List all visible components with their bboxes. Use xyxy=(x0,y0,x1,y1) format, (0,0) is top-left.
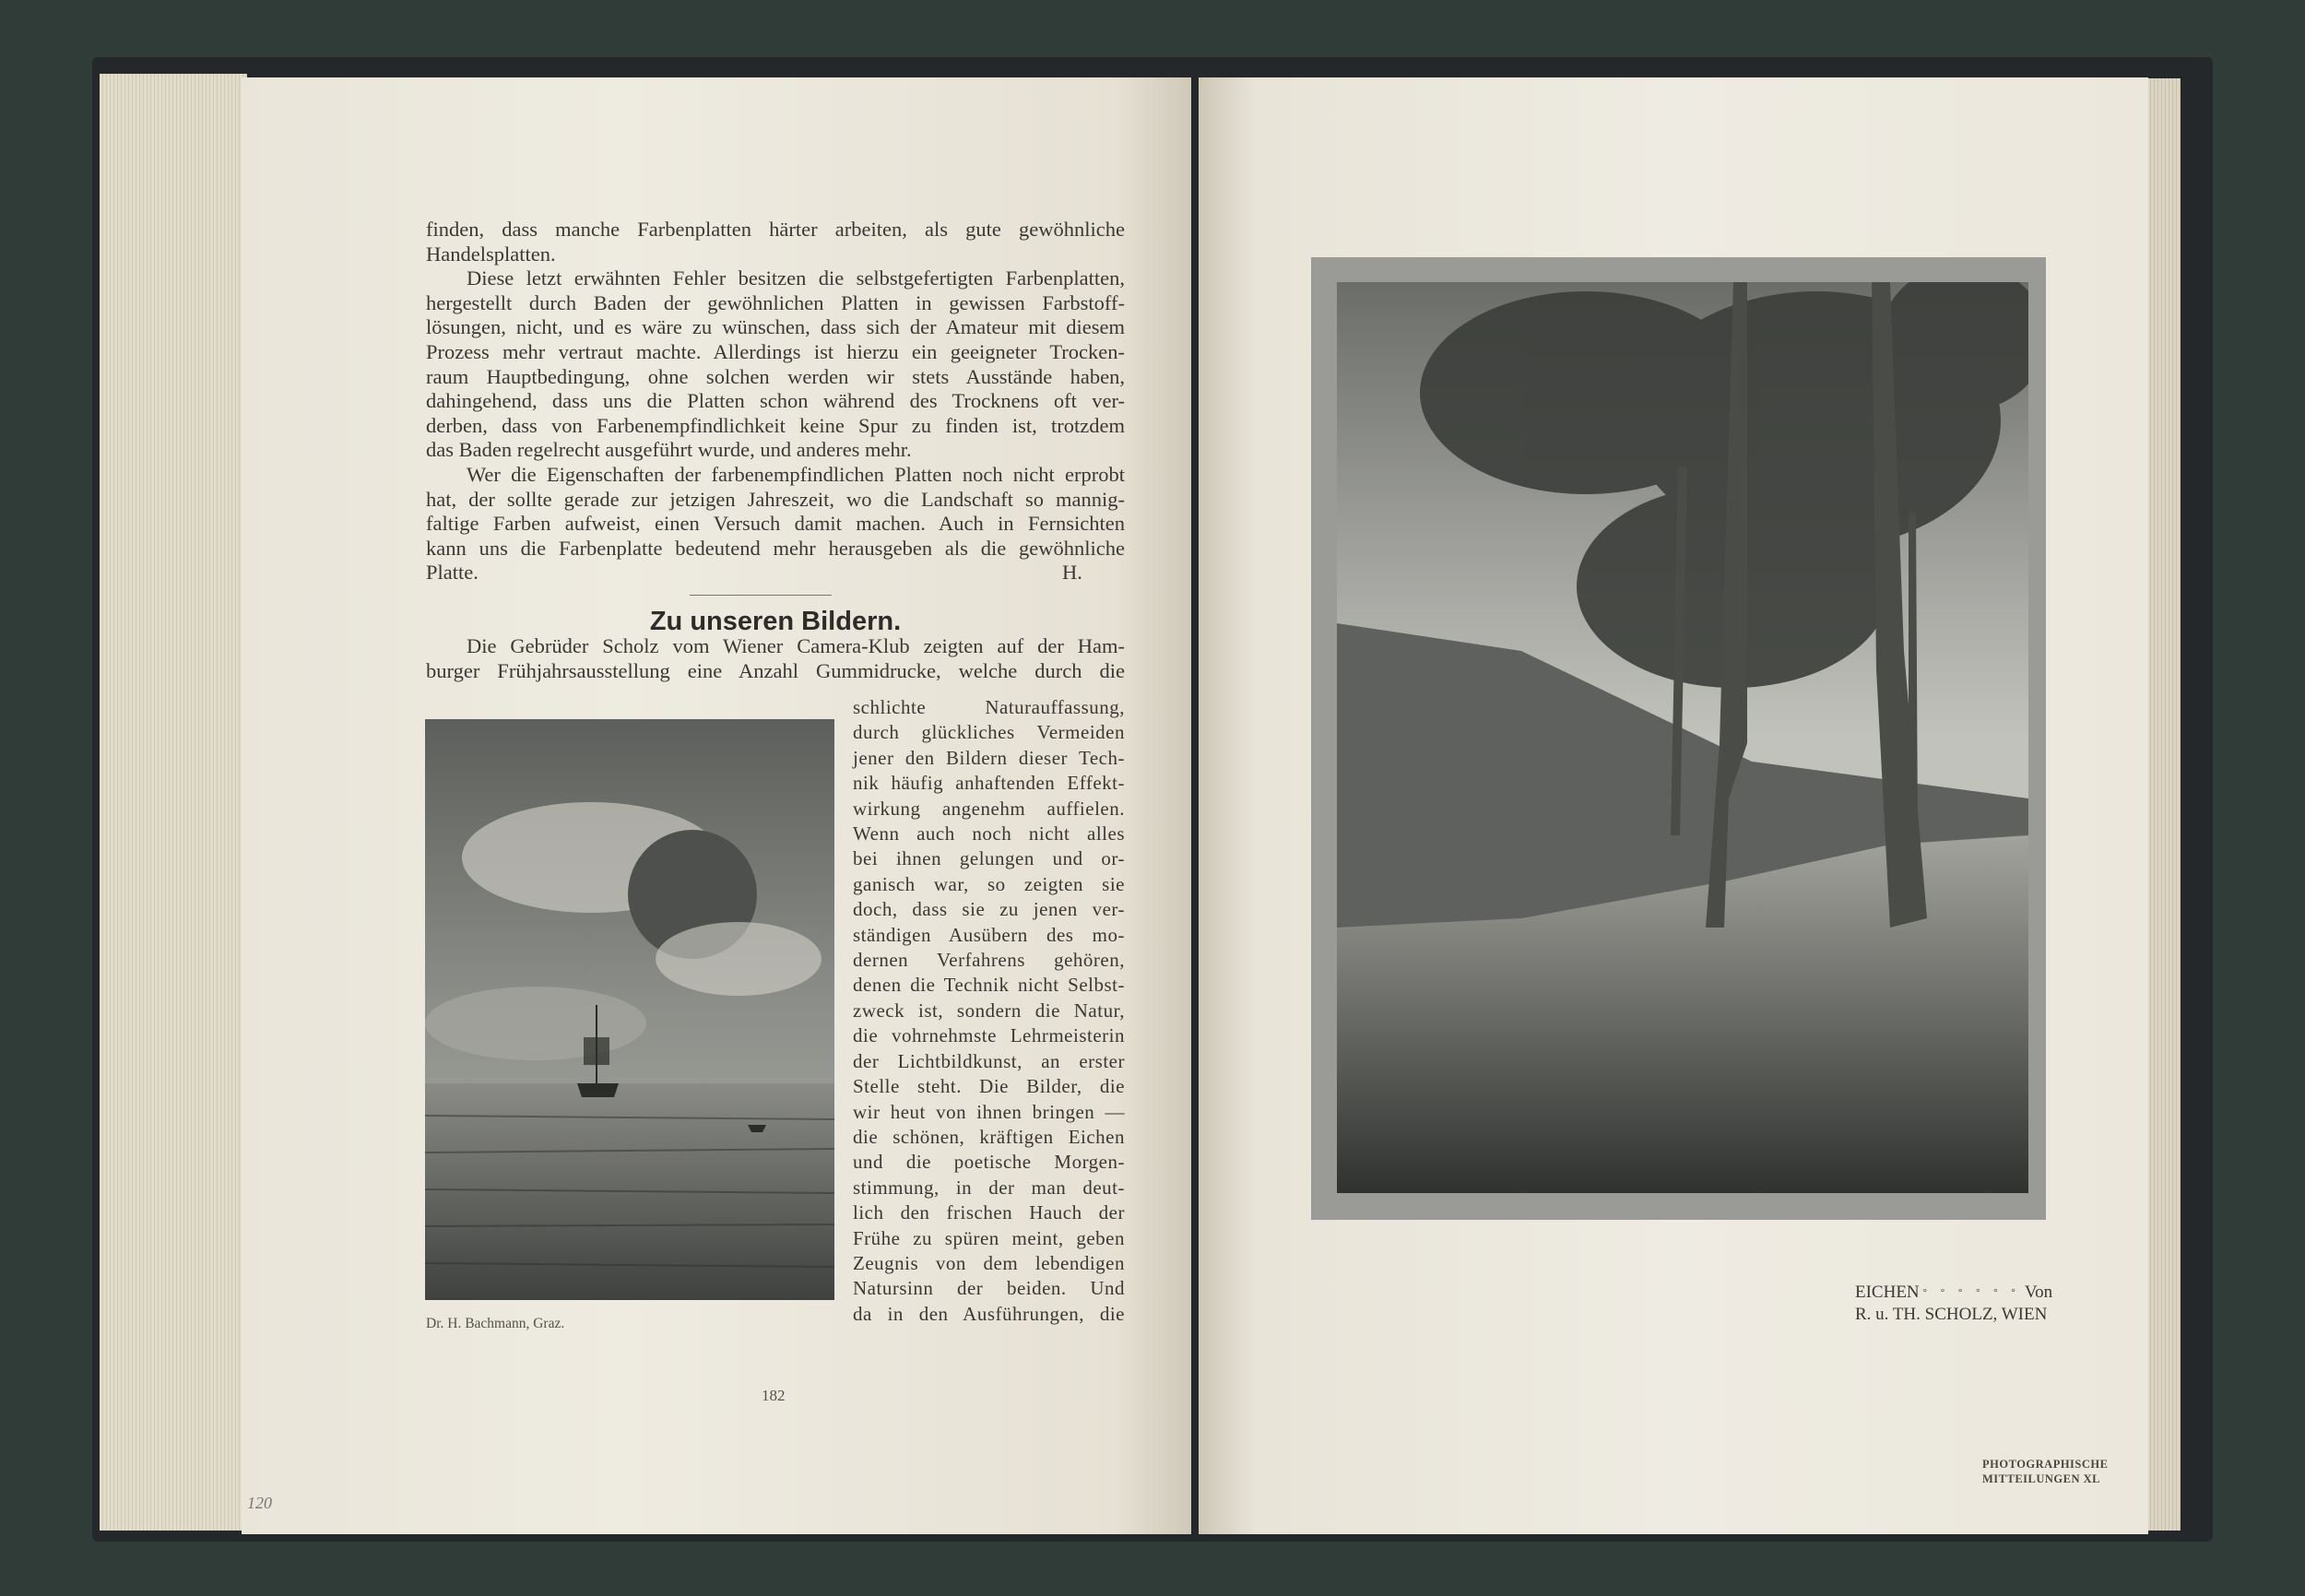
text-line: dernen Verfahrens gehören, xyxy=(853,949,1125,972)
text-line: zweck ist, sondern die Natur, xyxy=(853,999,1125,1022)
text-line: denen die Technik nicht Selbst- xyxy=(853,974,1125,997)
text-line: wir heut von ihnen bringen — xyxy=(853,1100,1125,1123)
text-line: und die poetische Morgen- xyxy=(853,1151,1125,1174)
text-line: Wer die Eigenschaften der farbenempfindlichen Platten noch nicht erprobt xyxy=(467,462,1125,486)
text-line: Stelle steht. Die Bilder, die xyxy=(853,1075,1125,1098)
text-line: lösungen, nicht, und es wäre zu wünschen, dass sich der Amateur mit diesem xyxy=(426,315,1125,339)
oak-trees-photograph xyxy=(1337,282,2028,1193)
article-text-top xyxy=(426,218,1125,585)
page-edges-right xyxy=(2144,78,2181,1531)
section-heading: Zu unseren Bildern. xyxy=(649,607,902,636)
plate-dots: ° ° ° ° ° ° xyxy=(1922,1287,2021,1298)
text-line: da in den Ausführungen, die xyxy=(853,1302,1125,1325)
text-line: dahingehend, dass uns die Platten schon während des Trocknens oft ver- xyxy=(426,389,1125,413)
author-signature: H. xyxy=(1062,561,1082,585)
text-line: das Baden regelrecht ausgeführt wurde, und anderes mehr. xyxy=(426,438,912,462)
plate-von: Von xyxy=(2024,1283,2053,1302)
text-line: Prozess mehr vertraut machte. Allerdings ist hierzu ein geeigneter Trocken- xyxy=(426,339,1125,363)
text-line: lich den frischen Hauch der xyxy=(853,1201,1125,1224)
photo-caption: Dr. H. Bachmann, Graz. xyxy=(426,1316,565,1331)
text-line: Wenn auch noch nicht alles xyxy=(853,822,1125,845)
text-line: Zeugnis von dem lebendigen xyxy=(853,1251,1125,1274)
text-line: die schönen, kräftigen Eichen xyxy=(853,1125,1125,1148)
page-number: 182 xyxy=(762,1387,786,1404)
text-line: kann uns die Farbenplatte bedeutend mehr herausgeben als die gewöhnliche xyxy=(426,536,1125,560)
text-line: schlichte Naturauffassung, xyxy=(853,696,1125,718)
text-line: stimmung, in der man deut- xyxy=(853,1176,1125,1199)
ship-photograph xyxy=(425,719,834,1300)
section-intro xyxy=(426,634,1125,683)
section-divider xyxy=(690,595,832,596)
section-column-text xyxy=(853,695,1125,1327)
journal-title xyxy=(1982,1457,2108,1486)
text-line: finden, dass manche Farbenplatten härter arbeiten, als gute gewöhnliche xyxy=(426,218,1125,241)
text-line: Natursinn der beiden. Und xyxy=(853,1277,1125,1300)
text-line: raum Hauptbedingung, ohne solchen werden wir stets Ausstände haben, xyxy=(426,364,1125,388)
text-line: burger Frühjahrsausstellung eine Anzahl Gummidrucke, welche durch die xyxy=(426,658,1125,682)
journal-line-2: MITTEILUNGEN XL xyxy=(1982,1472,2101,1485)
text-line: Frühe zu spüren meint, geben xyxy=(853,1226,1125,1249)
text-line: ständigen Ausübern des mo- xyxy=(853,923,1125,946)
text-line: faltige Farben aufweist, einen Versuch damit machen. Auch in Fernsichten xyxy=(426,512,1125,536)
text-line: Diese letzt erwähnten Fehler besitzen die selbstgefertigten Farbenplatten, xyxy=(467,266,1125,290)
pencil-annotation: 120 xyxy=(247,1494,272,1512)
text-line: jener den Bildern dieser Tech- xyxy=(853,746,1125,769)
plate-title: EICHEN xyxy=(1855,1283,1920,1302)
text-line: durch glückliches Vermeiden xyxy=(853,721,1125,744)
plate-caption xyxy=(1855,1282,2052,1325)
text-line: der Lichtbildkunst, an erster xyxy=(853,1049,1125,1072)
text-line: Handelsplatten. xyxy=(426,242,556,266)
text-line: hergestellt durch Baden der gewöhnlichen Platten in gewissen Farbstoff- xyxy=(426,290,1125,314)
text-line-final xyxy=(426,561,1125,585)
text-line: Die Gebrüder Scholz vom Wiener Camera-Klub zeigten auf der Ham- xyxy=(467,634,1125,657)
text-line: bei ihnen gelungen und or- xyxy=(853,847,1125,870)
text-line: nik häufig anhaftenden Effekt- xyxy=(853,772,1125,795)
last-line-text: Platte. xyxy=(426,561,479,585)
text-line: doch, dass sie zu jenen ver- xyxy=(853,898,1125,921)
text-line: hat, der sollte gerade zur jetzigen Jahreszeit, wo die Landschaft so mannig- xyxy=(426,487,1125,511)
plate-author: R. u. TH. SCHOLZ, WIEN xyxy=(1855,1305,2048,1324)
text-line: wirkung angenehm auffielen. xyxy=(853,797,1125,820)
text-line: die vohrnehmste Lehrmeisterin xyxy=(853,1024,1125,1047)
page-edges-left xyxy=(100,74,247,1531)
text-line: derben, dass von Farbenempfindlichkeit keine Spur zu finden ist, trotzdem xyxy=(426,413,1125,437)
text-line: ganisch war, so zeigten sie xyxy=(853,872,1125,895)
journal-line-1: PHOTOGRAPHISCHE xyxy=(1982,1458,2109,1471)
